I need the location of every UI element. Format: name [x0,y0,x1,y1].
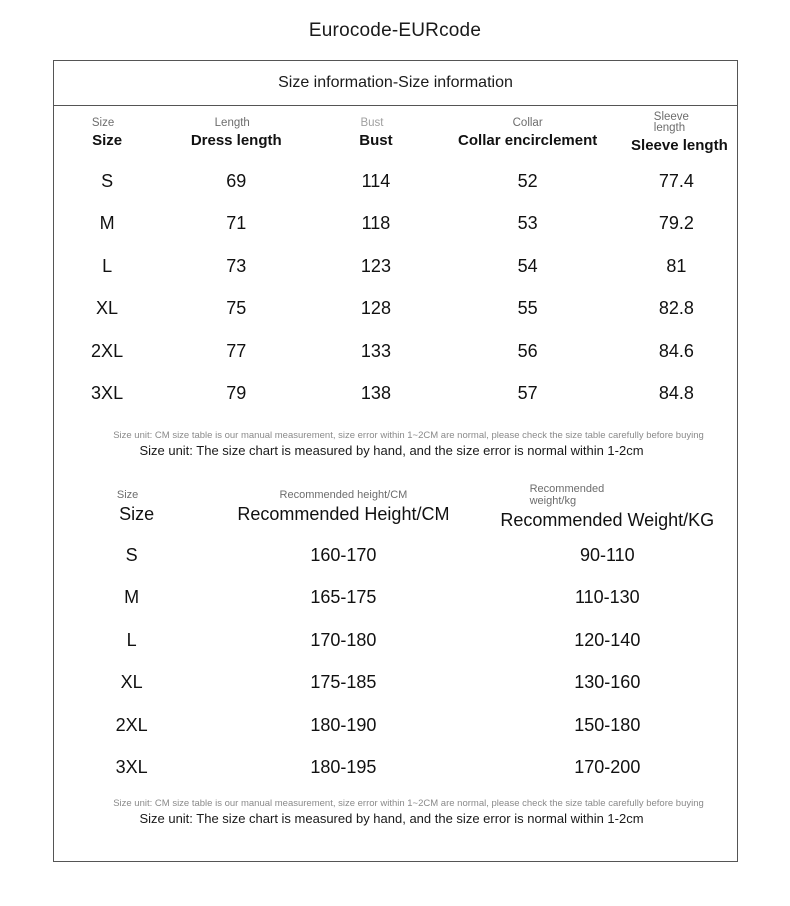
footnote-measurements-small: Size unit: CM size table is our manual measurement, size error within 1~2CM are normal, please check the size table carefully before buying [113,430,704,441]
cell-weight: 130-160 [574,672,641,693]
cell-weight: 110-130 [574,587,640,608]
header-size [54,106,160,160]
cell-sleeve-length: 81 [666,255,687,276]
header-recommended-weight-sub: Recommended weight/kg [529,483,605,507]
header-size-2-main: Size [119,504,155,524]
measurements-table-header-row [54,106,737,160]
cell-dress-length: 71 [226,213,247,234]
cell-bust: 114 [361,170,391,191]
cell-size: S [101,170,114,191]
recommendations-table [54,480,737,789]
cell-size: S [125,544,138,565]
header-collar [440,106,616,160]
cell-sleeve-length: 77.4 [658,170,694,191]
table-row [54,619,737,662]
table-row [54,534,737,577]
header-collar-sub: Collar [512,117,543,129]
banner-label: Size information-Size information [278,74,513,91]
cell-weight: 90-110 [579,544,635,565]
cell-dress-length: 73 [226,255,247,276]
header-dress-length-main: Dress length [190,132,282,149]
footnote-measurements-big: Size unit: The size chart is measured by hand, and the size error is normal within 1-2cm [139,443,644,458]
cell-size: 3XL [91,383,124,404]
table-row [54,747,737,790]
cell-size: M [99,213,115,234]
cell-collar: 53 [517,213,538,234]
header-size-2-sub: Size [116,489,139,501]
cell-height: 160-170 [310,544,377,565]
header-sleeve-length-sub: Sleeve length [653,111,689,134]
cell-size: 2XL [91,340,124,361]
header-sleeve-length-main: Sleeve length [631,137,728,154]
cell-collar: 55 [517,298,538,319]
header-sleeve-length [616,106,737,160]
table-row [54,160,737,203]
cell-height: 180-190 [310,714,377,735]
header-size-sub: Size [91,117,115,129]
footnote-measurements [54,429,737,460]
cell-dress-length: 79 [226,383,247,404]
cell-height: 170-180 [310,629,377,650]
table-row [54,330,737,373]
header-dress-length-sub: Length [214,117,250,129]
cell-height: 175-185 [310,672,377,693]
cell-sleeve-length: 82.8 [658,298,694,319]
footnote-recommendations [54,797,737,828]
cell-bust: 123 [360,255,391,276]
recommendations-table-header-row [54,480,737,534]
table-row [54,662,737,705]
footnote-recommendations-big: Size unit: The size chart is measured by hand, and the size error is normal within 1-2cm [139,811,644,826]
cell-size: XL [96,298,119,319]
cell-dress-length: 77 [226,340,247,361]
cell-collar: 56 [517,340,538,361]
cell-sleeve-length: 79.2 [658,213,694,234]
table-row [54,203,737,246]
header-recommended-weight-main: Recommended Weight/KG [500,510,715,530]
header-recommended-height-main: Recommended Height/CM [237,504,450,524]
cell-sleeve-length: 84.8 [658,383,694,404]
header-recommended-weight [478,480,737,534]
cell-weight: 150-180 [574,714,641,735]
cell-bust: 133 [360,340,391,361]
cell-collar: 57 [517,383,538,404]
table-row [54,288,737,331]
header-recommended-height [209,480,477,534]
table-row [54,373,737,416]
cell-size: L [102,255,113,276]
table-row [54,245,737,288]
header-bust-main: Bust [359,132,393,149]
table-row [54,704,737,747]
footnote-recommendations-small: Size unit: CM size table is our manual measurement, size error within 1~2CM are normal, please check the size table carefully before buying [113,798,704,809]
cell-sleeve-length: 84.6 [658,340,694,361]
cell-dress-length: 75 [226,298,247,319]
measurements-table [54,106,737,415]
cell-size: M [124,587,140,608]
header-recommended-height-sub: Recommended height/CM [279,489,408,501]
cell-weight: 170-200 [574,757,641,778]
cell-collar: 52 [517,170,538,191]
cell-dress-length: 69 [226,170,247,191]
header-bust-sub: Bust [360,117,384,129]
page-title: Eurocode-EURcode [308,20,482,41]
cell-size: 2XL [115,714,148,735]
cell-size: L [126,629,137,650]
cell-height: 180-195 [310,757,377,778]
cell-bust: 118 [361,213,391,234]
table-row [54,577,737,620]
size-chart-card [53,60,738,862]
header-dress-length [160,106,312,160]
cell-collar: 54 [517,255,538,276]
cell-bust: 128 [360,298,391,319]
cell-bust: 138 [360,383,391,404]
cell-size: 3XL [115,757,148,778]
cell-weight: 120-140 [574,629,641,650]
header-collar-main: Collar encirclement [458,132,598,149]
size-information-banner [54,61,737,106]
header-size-2 [54,480,209,534]
header-size-main: Size [92,132,123,149]
header-bust [312,106,439,160]
cell-height: 165-175 [310,587,377,608]
cell-size: XL [120,672,143,693]
